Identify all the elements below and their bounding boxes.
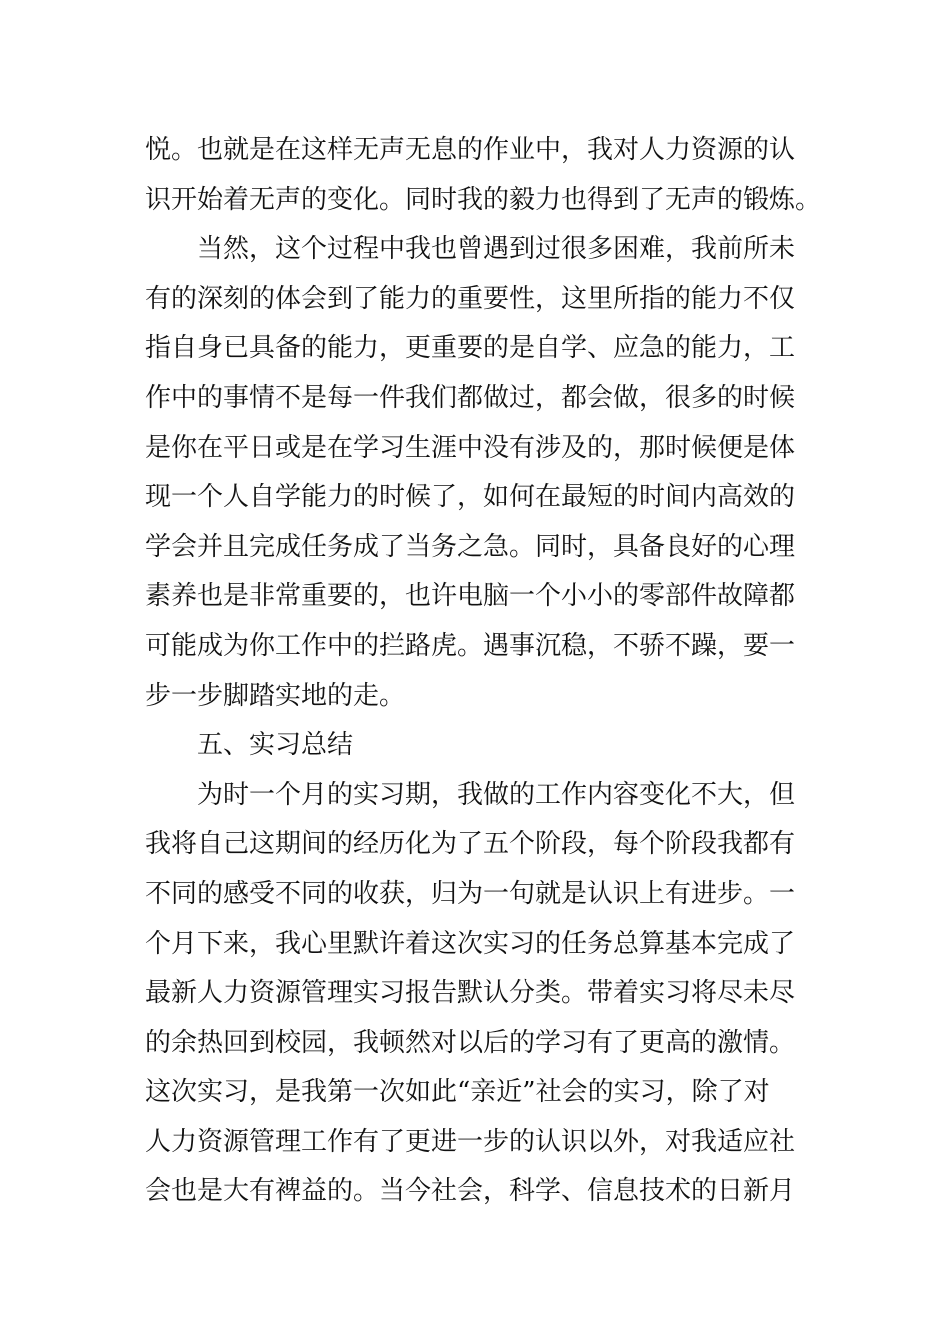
text-line: 当然，这个过程中我也曾遇到过很多困难，我前所未 xyxy=(197,234,796,265)
text-line: 悦。也就是在这样无声无息的作业中，我对人力资源的认 xyxy=(145,135,796,165)
text-line: 现一个人自学能力的时候了，如何在最短的时间内高效的 xyxy=(145,482,796,513)
text-line: 人力资源管理工作有了更进一步的认识以外，对我适应社 xyxy=(145,1126,796,1157)
text-line: 是你在平日或是在学习生涯中没有涉及的，那时候便是体 xyxy=(145,432,796,463)
text-line: 最新人力资源管理实习报告默认分类。带着实习将尽未尽 xyxy=(145,978,796,1009)
text-line: 会也是大有裨益的。当今社会，科学、信息技术的日新月 xyxy=(145,1176,796,1207)
text-line: 学会并且完成任务成了当务之急。同时，具备良好的心理 xyxy=(145,531,796,562)
text-line: 素养也是非常重要的，也许电脑一个小小的零部件故障都 xyxy=(145,581,796,612)
text-line: 我将自己这期间的经历化为了五个阶段，每个阶段我都有 xyxy=(145,829,796,860)
text-line: 为时一个月的实习期，我做的工作内容变化不大，但 xyxy=(197,779,796,810)
text-line: 这次实习，是我第一次如此“亲近”社会的实习，除了对 xyxy=(145,1077,770,1108)
text-line: 步一步脚踏实地的走。 xyxy=(145,680,406,711)
text-line: 作中的事情不是每一件我们都做过，都会做，很多的时候 xyxy=(145,382,796,413)
text-line: 不同的感受不同的收获，归为一句就是认识上有进步。一 xyxy=(145,878,796,909)
text-line: 有的深刻的体会到了能力的重要性，这里所指的能力不仅 xyxy=(145,283,796,314)
body-text xyxy=(145,126,825,1217)
text-line: 识开始着无声的变化。同时我的毅力也得到了无声的锻炼。 xyxy=(145,184,822,215)
text-line: 指自身已具备的能力，更重要的是自学、应急的能力，工 xyxy=(145,333,796,364)
text-line: 可能成为你工作中的拦路虎。遇事沉稳，不骄不躁，要一 xyxy=(145,630,796,661)
text-line: 个月下来，我心里默许着这次实习的任务总算基本完成了 xyxy=(145,928,796,959)
text-line: 的余热回到校园，我顿然对以后的学习有了更高的激情。 xyxy=(145,1027,796,1058)
section-heading: 五、实习总结 xyxy=(197,730,354,761)
